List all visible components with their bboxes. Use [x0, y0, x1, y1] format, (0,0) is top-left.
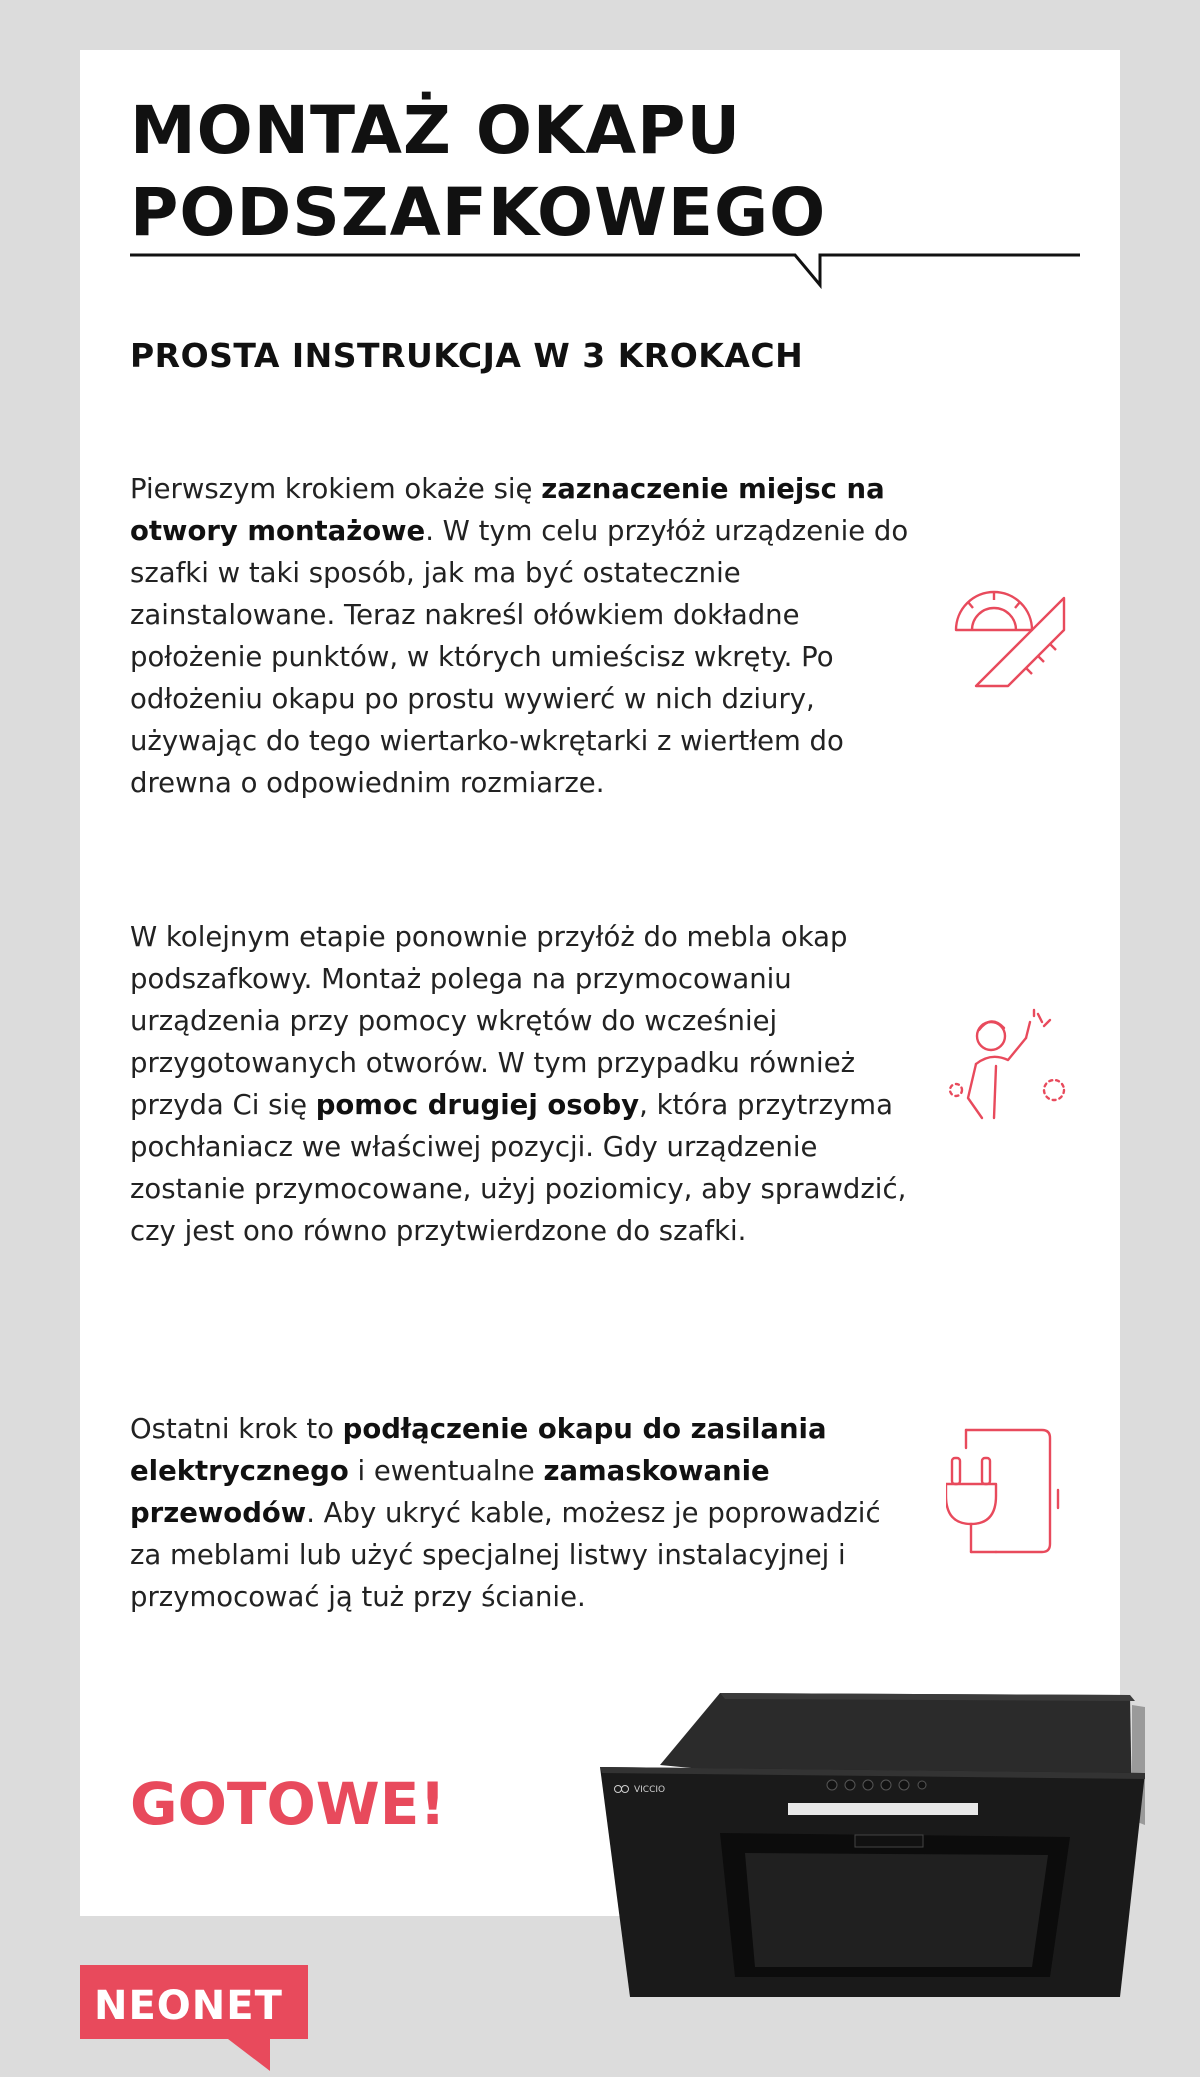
step-1-text-b: . W tym celu przyłóż urządzenie do szafki w taki sposób, jak ma być ostatecznie zainstalowane. Teraz nakreśl ołówkiem dokładne położenie punktów, w których umieścisz wkręty. Po odłożeniu okapu po prostu wywierć w nich dziury, używając do tego wiertarko-wkrętarki z wiertłem do drewna o odpowiednim rozmiarze. [130, 515, 909, 799]
electric-plug-icon [946, 1426, 1066, 1556]
step-3-text-c: . Aby ukryć kable, możesz je poprowadzić za meblami lub użyć specjalnej listwy instalacyjnej i przymocować ją tuż przy ścianie. [130, 1497, 881, 1613]
step-2-text-b: , która przytrzyma pochłaniacz we właściwej pozycji. Gdy urządzenie zostanie przymocowane, użyj poziomicy, aby sprawdzić, czy jest ono równo przytwierdzone do szafki. [130, 1089, 907, 1247]
step-2-bold-a: pomoc drugiej osoby [315, 1089, 640, 1121]
hood-brand-label: VICCIO [634, 1785, 666, 1795]
step-1-text-a: Pierwszym krokiem okaże się [130, 473, 542, 505]
step-1-text [130, 468, 920, 804]
protractor-ruler-icon [946, 590, 1066, 690]
title-line-2: PODSZAFKOWEGO [130, 174, 827, 251]
speech-bubble-rule [130, 250, 1090, 290]
step-2-text-a: W kolejnym etapie ponownie przyłóż do mebla okap podszafkowy. Montaż polega na przymocowaniu urządzenia przy pomocy wkrętów do wcześniej przygotowanych otworów. W tym przypadku również przyda Ci się [130, 921, 856, 1121]
step-2-text [130, 916, 920, 1252]
step-1-bold-a: zaznaczenie miejsc na otwory montażowe [130, 473, 885, 547]
step-3-bold-b: zamaskowanie przewodów [130, 1455, 770, 1529]
cooker-hood-image [600, 1685, 1160, 2015]
step-3-text-b: i ewentualne [348, 1455, 544, 1487]
step-3-text-a: Ostatni krok to [130, 1413, 343, 1445]
instruction-card [80, 50, 1120, 1916]
title-line-1: MONTAŻ OKAPU [130, 92, 742, 169]
step-3-text [130, 1408, 920, 1618]
neonet-logo-text: NEONET [94, 1983, 283, 2029]
subtitle: PROSTA INSTRUKCJA W 3 KROKACH [130, 336, 804, 375]
page-title [130, 90, 826, 254]
done-label: GOTOWE! [130, 1770, 446, 1838]
step-3-bold-a: podłączenie okapu do zasilania elektrycznego [130, 1413, 827, 1487]
neonet-logo [80, 1965, 310, 2075]
person-helper-icon [946, 1008, 1076, 1128]
